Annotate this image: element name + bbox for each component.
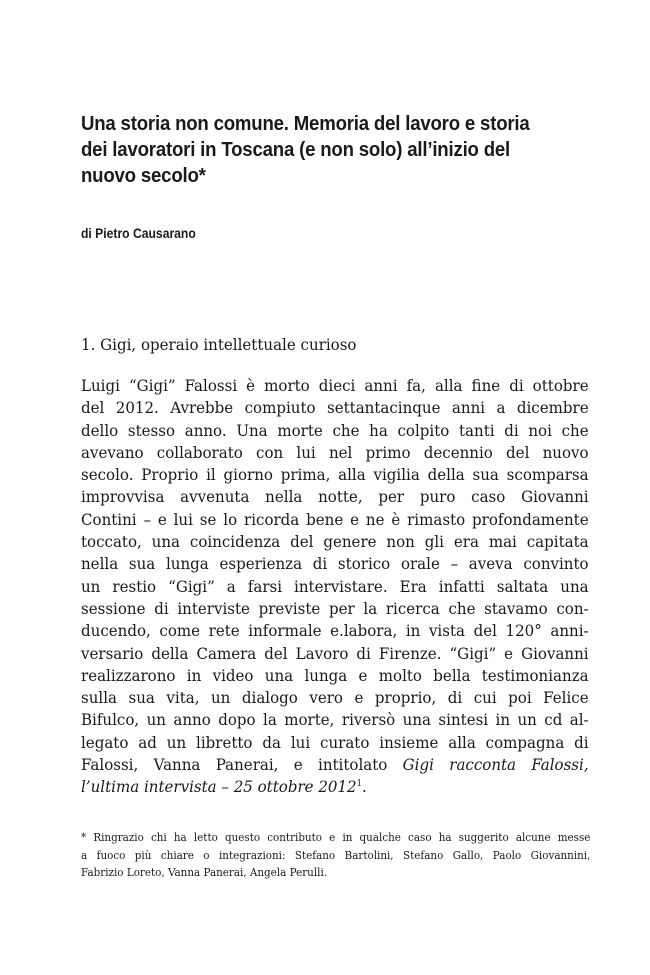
body-line: sessione di interviste previste per la ricerca che stavamo con- — [81, 598, 589, 618]
body-line: dello stesso anno. Una morte che ha colpito tanti di noi che — [81, 420, 589, 440]
body-paragraph — [81, 375, 589, 799]
body-line: del 2012. Avrebbe compiuto settantacinque anni a dicembre — [81, 398, 589, 418]
body-line: avevano collaborato con lui nel primo decennio del nuovo — [81, 442, 589, 462]
book-subtitle-italic: l’ultima intervista – 25 ottobre 2012 — [81, 777, 357, 797]
title-line: nuovo secolo* — [81, 165, 206, 187]
title-line: Una storia non comune. Memoria del lavoro e storia — [81, 113, 530, 135]
body-line: realizzarono in video una lunga e molto bella testimonianza — [81, 665, 589, 685]
body-line: nella sua lunga esperienza di storico orale – aveva convinto — [81, 554, 589, 574]
book-title-italic: Gigi racconta Falossi, — [402, 755, 589, 775]
body-line: Luigi “Gigi” Falossi è morto dieci anni fa, alla fine di ottobre — [81, 376, 589, 395]
footnote-line: * Ringrazio chi ha letto questo contributo e in qualche caso ha suggerito alcune messe — [81, 830, 591, 844]
footnote-reference[interactable]: 1 — [356, 779, 362, 790]
body-line: secolo. Proprio il giorno prima, alla vigilia della sua scomparsa — [81, 465, 589, 485]
title-line: dei lavoratori in Toscana (e non solo) all’inizio del — [81, 139, 511, 161]
article-title — [81, 111, 553, 189]
body-line: improvvisa avvenuta nella notte, per puro caso Giovanni — [81, 487, 589, 507]
body-line: sulla sua vita, un dialogo vero e proprio, di cui poi Felice — [81, 688, 589, 708]
body-line: Contini – e lui se lo ricorda bene e ne è rimasto profondamente — [81, 509, 589, 529]
body-line — [81, 776, 589, 798]
body-line: ducendo, come rete informale e.labora, in vista del 120° anni- — [81, 621, 589, 641]
body-line: Bifulco, un anno dopo la morte, riversò una sintesi in un cd al- — [81, 710, 589, 730]
body-line: legato ad un libretto da lui curato insieme alla compagna di — [81, 732, 589, 752]
body-line-text: Falossi, Vanna Panerai, e intitolato — [81, 755, 388, 775]
footnote-line: Fabrizio Loreto, Vanna Panerai, Angela Perulli. — [81, 865, 328, 880]
body-line — [81, 754, 589, 776]
body-line: toccato, una coincidenza del genere non gli era mai capitata — [81, 532, 589, 552]
section-heading: 1. Gigi, operaio intellettuale curioso — [81, 335, 357, 354]
footnote-line: a fuoco più chiare o integrazioni: Stefano Bartolini, Stefano Gallo, Paolo Giovannini, — [81, 847, 591, 862]
author-byline: di Pietro Causarano — [81, 226, 196, 241]
sentence-end: . — [361, 777, 367, 797]
body-line: versario della Camera del Lavoro di Firenze. “Gigi” e Giovanni — [81, 643, 589, 663]
body-line: un restio “Gigi” a farsi intervistare. Era infatti saltata una — [81, 576, 589, 596]
footnote — [81, 829, 589, 882]
